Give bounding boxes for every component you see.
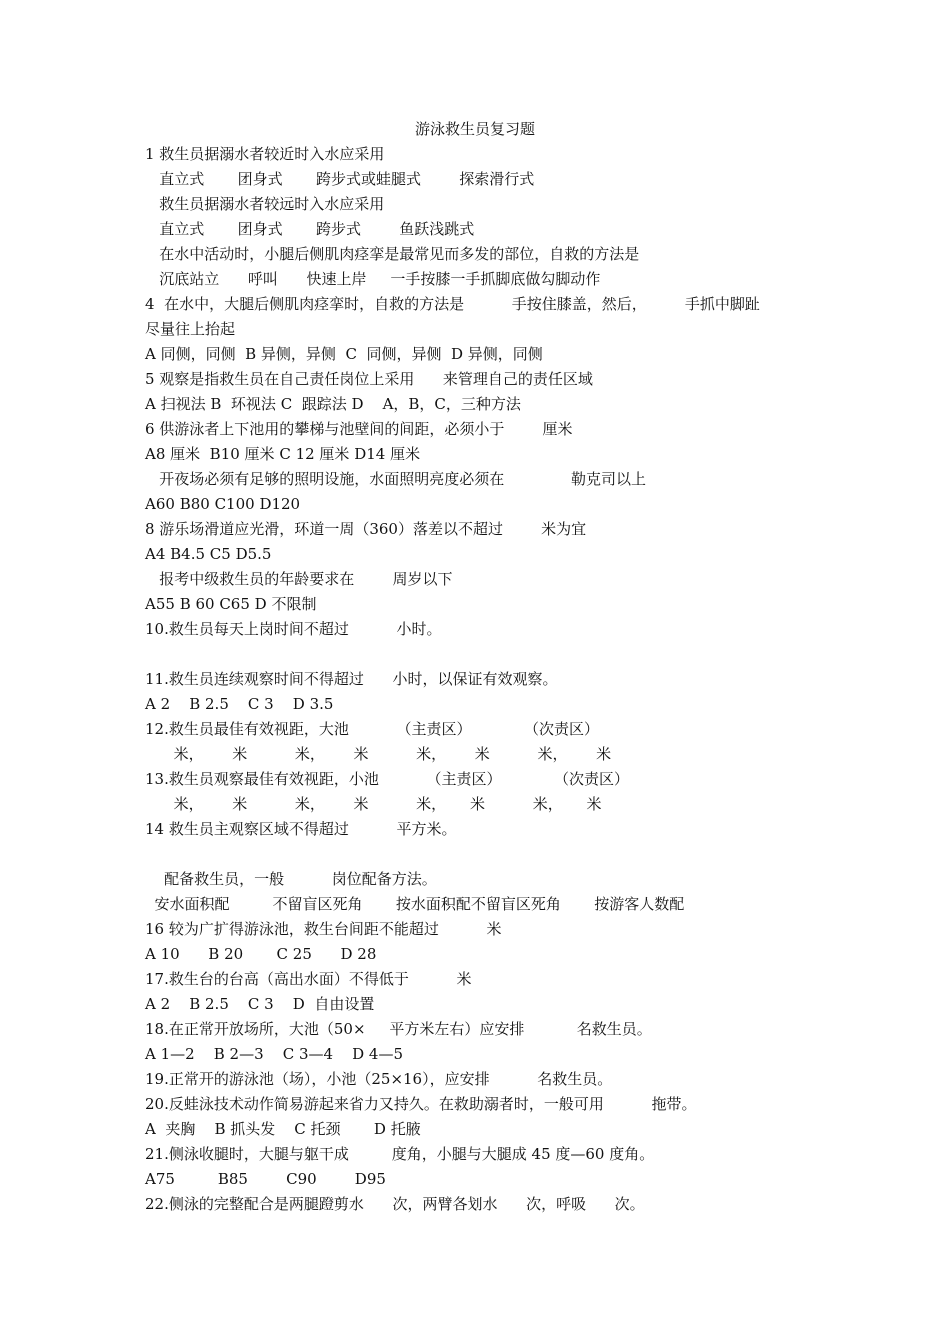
- text-line: A 10 B 20 C 25 D 28: [145, 945, 377, 963]
- text-line: A 2 B 2.5 C 3 D 3.5: [145, 695, 334, 713]
- text-line: A55 B 60 C65 D 不限制: [145, 595, 317, 613]
- text-line: 18.在正常开放场所，大池（50× 平方米左右）应安排 名救生员。: [145, 1020, 652, 1038]
- text-line: 安水面积配 不留盲区死角 按水面积配不留盲区死角 按游客人数配: [145, 895, 685, 913]
- text-line: 12.救生员最佳有效视距，大池 （主责区） （次责区）: [145, 720, 599, 738]
- text-line: 8 游乐场滑道应光滑，环道一周（360）落差以不超过 米为宜: [145, 520, 587, 538]
- text-line: A 1—2 B 2—3 C 3—4 D 4—5: [145, 1045, 403, 1063]
- text-line: 尽量往上抬起: [145, 320, 236, 338]
- text-line: 14 救生员主观察区域不得超过 平方米。: [145, 820, 457, 838]
- text-line: 10.救生员每天上岗时间不超过 小时。: [145, 620, 442, 638]
- text-line: 1 救生员据溺水者较近时入水应采用: [145, 145, 385, 163]
- text-line: 16 较为广扩得游泳池，救生台间距不能超过 米: [145, 920, 502, 938]
- text-line: 22.侧泳的完整配合是两腿蹬剪水 次，两臂各划水 次，呼吸 次。: [145, 1195, 645, 1213]
- text-line: [145, 842, 845, 867]
- text-line: A 夹胸 B 抓头发 C 托颈 D 托腋: [145, 1120, 421, 1138]
- text-line: 直立式 团身式 跨步式 鱼跃浅跳式: [145, 220, 475, 238]
- text-line: 19.正常开的游泳池（场），小池（25×16），应安排 名救生员。: [145, 1070, 613, 1088]
- text-line: 17.救生台的台高（高出水面）不得低于 米: [145, 970, 472, 988]
- text-line: 直立式 团身式 跨步式或蛙腿式 探索滑行式: [145, 170, 535, 188]
- text-line: 救生员据溺水者较远时入水应采用: [145, 195, 385, 213]
- text-line: A 同侧，同侧 B 异侧，异侧 C 同侧，异侧 D 异侧，同侧: [145, 345, 543, 363]
- text-line: 21.侧泳收腿时，大腿与躯干成 度角，小腿与大腿成 45 度—60 度角。: [145, 1145, 655, 1163]
- text-line: 报考中级救生员的年龄要求在 周岁以下: [145, 570, 453, 588]
- text-line: 6 供游泳者上下池用的攀梯与池壁间的间距，必须小于 厘米: [145, 420, 573, 438]
- text-line: 4 在水中，大腿后侧肌肉痉挛时，自救的方法是 手按住膝盖，然后， 手抓中脚趾: [145, 295, 760, 313]
- text-line: A 扫视法 B 环视法 C 跟踪法 D A，B，C，三种方法: [145, 395, 521, 413]
- text-line: 米， 米 米， 米 米， 米 米， 米: [145, 795, 602, 813]
- text-line: A8 厘米 B10 厘米 C 12 厘米 D14 厘米: [145, 445, 421, 463]
- text-line: 开夜场必须有足够的照明设施，水面照明亮度必须在 勒克司以上: [145, 470, 647, 488]
- question-list: [145, 142, 845, 1217]
- document-title: 游泳救生员复习题: [414, 120, 535, 138]
- text-line: 11.救生员连续观察时间不得超过 小时，以保证有效观察。: [145, 670, 558, 688]
- text-line: 沉底站立 呼叫 快速上岸 一手按膝一手抓脚底做勾脚动作: [145, 270, 601, 288]
- text-line: 5 观察是指救生员在自己责任岗位上采用 来管理自己的责任区域: [145, 370, 593, 388]
- text-line: 20.反蛙泳技术动作简易游起来省力又持久。在救助溺者时，一般可用 拖带。: [145, 1095, 697, 1113]
- text-line: 米， 米 米， 米 米， 米 米， 米: [145, 745, 612, 763]
- text-line: 在水中活动时，小腿后侧肌肉痉挛是最常见而多发的部位，自救的方法是: [145, 245, 640, 263]
- text-line: A 2 B 2.5 C 3 D 自由设置: [145, 995, 375, 1013]
- text-line: A60 B80 C100 D120: [145, 495, 301, 513]
- text-line: A4 B4.5 C5 D5.5: [145, 545, 272, 563]
- text-line: A75 B85 C90 D95: [145, 1170, 386, 1188]
- text-line: 13.救生员观察最佳有效视距，小池 （主责区） （次责区）: [145, 770, 629, 788]
- text-line: [145, 642, 845, 667]
- text-line: 配备救生员，一般 岗位配备方法。: [145, 870, 437, 888]
